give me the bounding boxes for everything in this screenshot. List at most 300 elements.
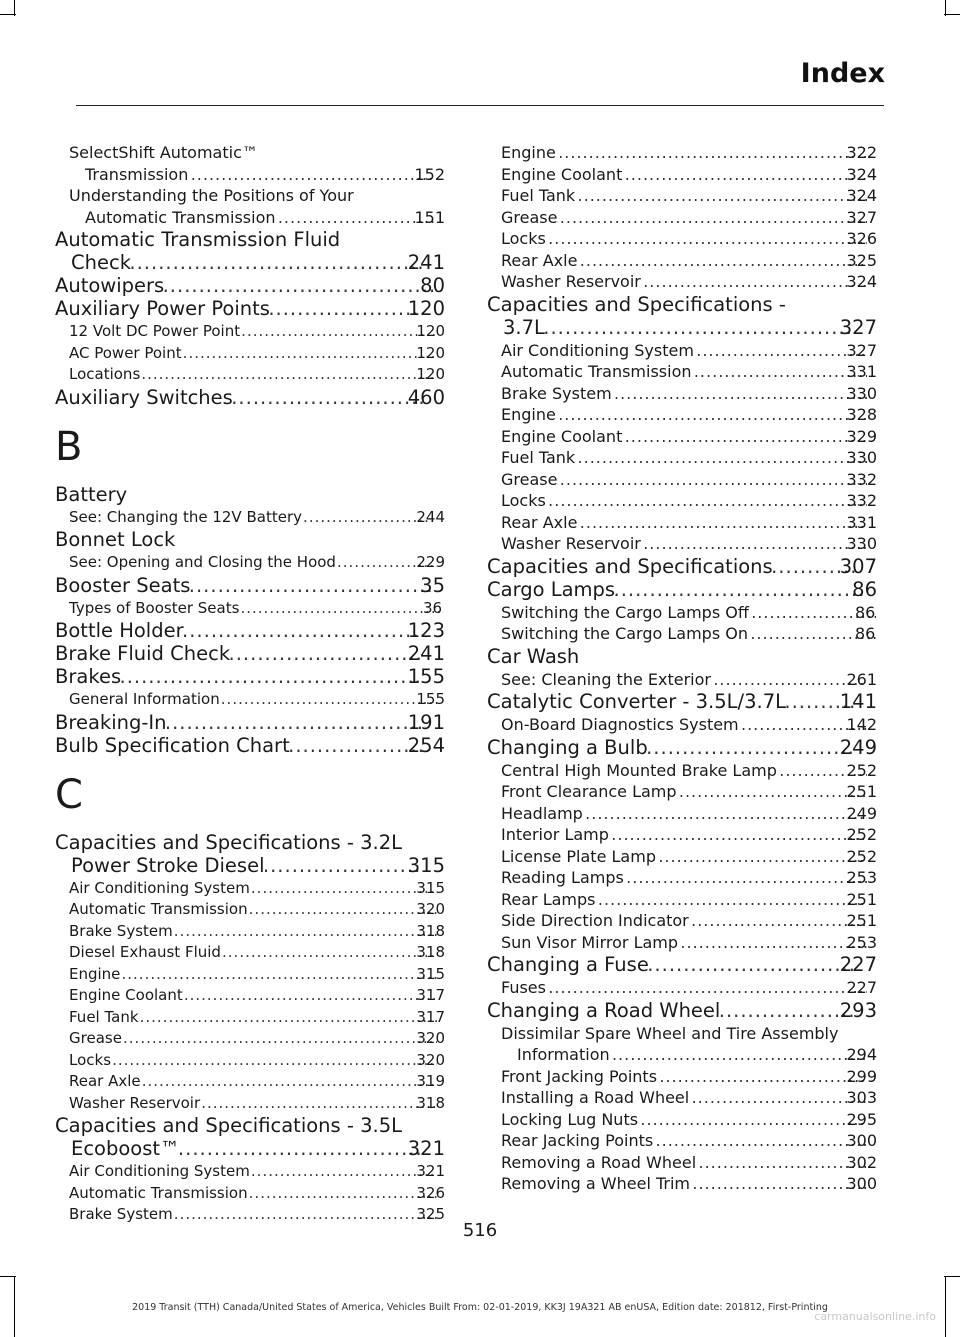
entry-label: Washer Reservoir: [501, 272, 641, 291]
entry-label-line: Dissimilar Spare Wheel and Tire Assembly: [501, 1023, 839, 1043]
entry-page-number: 327: [846, 340, 877, 360]
dot-leader: [173, 921, 438, 943]
dot-leader: [609, 824, 868, 846]
watermark: carmanualsonline.info: [814, 1310, 936, 1323]
entry-page-number: 318: [416, 1093, 445, 1112]
entry-label: Engine: [501, 143, 556, 162]
entry-page-number: 315: [416, 878, 445, 897]
entry-label: Front Clearance Lamp: [501, 782, 677, 801]
entry-label-line: Capacities and Specifications - 3.5L: [55, 1114, 403, 1137]
entry-page-number: 155: [416, 690, 445, 708]
dot-leader: [648, 736, 855, 759]
entry-page-number: 120: [416, 343, 445, 362]
dot-leader: [583, 803, 868, 825]
index-subentry[interactable]: [55, 598, 445, 620]
index-entry[interactable]: [55, 274, 445, 297]
index-subentry[interactable]: [487, 490, 877, 512]
entry-label-line: SelectShift Automatic™: [69, 143, 258, 162]
dot-leader: [270, 297, 423, 320]
index-subentry[interactable]: [55, 942, 445, 964]
dot-leader: [720, 999, 854, 1022]
index-subentry[interactable]: [55, 1183, 445, 1205]
crop-mark-bottom-right-h: [944, 1276, 960, 1277]
entry-page-number: 327: [846, 207, 877, 227]
dot-leader: [240, 321, 437, 343]
entry-page-number: 330: [846, 534, 877, 553]
header-divider: [76, 105, 884, 106]
dot-leader: [545, 316, 855, 339]
entry-label: Information: [517, 1045, 610, 1064]
index-subentry[interactable]: [55, 878, 445, 900]
entry-page-number: 320: [416, 1029, 445, 1047]
entry-page-number: 251: [846, 911, 877, 930]
entry-label: Locations: [69, 365, 141, 383]
entry-page-number: 294: [846, 1045, 877, 1064]
dot-leader: [182, 343, 438, 365]
index-subentry[interactable]: [55, 507, 445, 529]
entry-label: Switching the Cargo Lamps On: [501, 624, 748, 643]
index-subentry[interactable]: [487, 207, 877, 229]
entry-label: See: Changing the 12V Battery: [69, 507, 302, 526]
entry-label: Changing a Fuse: [487, 953, 649, 976]
entry-page-number: 330: [846, 383, 877, 403]
entry-label: Changing a Road Wheel: [487, 998, 721, 1022]
dot-leader: [122, 1028, 437, 1050]
entry-label: Rear Axle: [69, 1072, 141, 1090]
index-subentry[interactable]: [55, 142, 445, 185]
index-subentry[interactable]: [55, 921, 445, 943]
index-entry[interactable]: [55, 665, 445, 688]
entry-label: Side Direction Indicator: [501, 911, 689, 930]
index-subentry[interactable]: [487, 1023, 877, 1066]
entry-label: Automatic Transmission: [501, 362, 692, 381]
index-subentry[interactable]: [487, 846, 877, 868]
dot-leader: [577, 512, 867, 534]
dot-leader: [556, 404, 868, 426]
entry-page-number: 328: [846, 405, 877, 424]
dot-leader: [546, 490, 868, 512]
dot-leader: [575, 185, 867, 207]
index-subentry[interactable]: [55, 964, 445, 986]
entry-page-number: 325: [416, 1205, 445, 1223]
index-entry[interactable]: [487, 578, 877, 601]
dot-leader: [612, 383, 868, 405]
index-subentry[interactable]: [55, 1007, 445, 1029]
index-subentry[interactable]: [55, 1050, 445, 1072]
entry-label: Catalytic Converter - 3.5L/3.7L: [487, 690, 786, 713]
dot-leader: [546, 977, 867, 999]
index-subentry[interactable]: [55, 1071, 445, 1093]
entry-label: Booster Seats: [55, 573, 191, 597]
dot-leader: [248, 899, 438, 921]
index-column-left: [55, 142, 445, 1226]
entry-page-number: 315: [416, 964, 445, 983]
entry-page-number: 320: [416, 1050, 445, 1069]
dot-leader: [220, 689, 438, 711]
dot-leader: [233, 386, 423, 409]
index-subentry[interactable]: [487, 340, 877, 362]
entry-page-number: 123: [407, 619, 445, 642]
dot-leader: [689, 910, 868, 932]
entry-label: Diesel Exhaust Fluid: [69, 943, 221, 961]
entry-page-number: 155: [407, 665, 445, 688]
entry-page-number: 324: [846, 164, 877, 184]
entry-label: Brake System: [501, 383, 612, 403]
entry-page-number: 318: [416, 921, 445, 940]
entry-label: Auxiliary Switches: [55, 385, 233, 409]
index-entry[interactable]: [55, 528, 445, 551]
dot-leader: [221, 942, 437, 964]
entry-label: Grease: [501, 469, 558, 489]
index-subentry[interactable]: [487, 447, 877, 469]
entry-page-number: 321: [407, 1137, 445, 1160]
entry-label: Rear Jacking Points: [501, 1131, 654, 1150]
entry-page-number: 249: [839, 735, 877, 759]
entry-label: Washer Reservoir: [69, 1093, 201, 1112]
index-subentry[interactable]: [487, 228, 877, 250]
dot-leader: [556, 142, 868, 164]
index-subentry[interactable]: [487, 1173, 877, 1195]
entry-page-number: 80: [420, 274, 445, 297]
index-subentry[interactable]: [487, 142, 877, 164]
index-subentry[interactable]: [487, 932, 877, 954]
index-entry[interactable]: [55, 228, 445, 274]
index-subentry[interactable]: [487, 760, 877, 782]
entry-label: Rear Lamps: [501, 889, 596, 909]
dot-leader: [678, 932, 867, 954]
entry-page-number: 331: [846, 362, 877, 381]
index-section-letter: B: [55, 423, 83, 470]
dot-leader: [164, 274, 435, 297]
index-subentry[interactable]: [487, 623, 877, 645]
dot-leader: [265, 854, 423, 877]
entry-page-number: 320: [416, 900, 445, 918]
dot-leader: [250, 1161, 438, 1183]
index-subentry[interactable]: [487, 1130, 877, 1152]
entry-page-number: 249: [846, 803, 877, 823]
entry-label: Brake System: [69, 921, 173, 940]
index-entry[interactable]: [55, 386, 445, 409]
dot-leader: [624, 867, 868, 889]
entry-page-number: 300: [846, 1131, 877, 1150]
index-subentry[interactable]: [487, 824, 877, 846]
entry-label: AC Power Point: [69, 343, 182, 362]
dot-leader: [690, 1173, 867, 1195]
index-entry[interactable]: [55, 483, 445, 506]
entry-label: Removing a Wheel Trim: [501, 1174, 691, 1193]
index-subentry[interactable]: [55, 1161, 445, 1183]
entry-page-number: 303: [846, 1088, 877, 1107]
entry-label: Transmission: [85, 164, 189, 184]
entry-label: Fuel Tank: [501, 186, 576, 205]
entry-page-number: 142: [846, 715, 877, 734]
entry-label: Central High Mounted Brake Lamp: [501, 760, 777, 780]
entry-page-number: 317: [416, 986, 445, 1004]
entry-page-number: 227: [839, 953, 877, 976]
entry-page-number: 254: [407, 733, 445, 757]
index-subentry[interactable]: [55, 343, 445, 365]
index-subentry[interactable]: [487, 383, 877, 405]
index-subentry[interactable]: [55, 1028, 445, 1050]
page-title: Index: [800, 58, 885, 89]
entry-page-number: 252: [846, 760, 877, 780]
entry-label: Bottle Holder: [55, 619, 184, 642]
index-entry[interactable]: [487, 293, 877, 339]
index-subentry[interactable]: [55, 364, 445, 386]
entry-label: Check: [71, 251, 131, 274]
index-subentry[interactable]: [55, 321, 445, 343]
entry-page-number: 325: [846, 250, 877, 270]
dot-leader: [140, 364, 437, 386]
entry-label: Reading Lamps: [501, 868, 624, 887]
entry-page-number: 331: [846, 512, 877, 532]
entry-label: Switching the Cargo Lamps Off: [501, 602, 749, 622]
index-subentry[interactable]: [55, 689, 445, 711]
dot-leader: [131, 251, 423, 274]
index-entry[interactable]: [487, 736, 877, 759]
index-subentry[interactable]: [55, 185, 445, 228]
entry-page-number: 86: [855, 624, 876, 643]
index-entry[interactable]: [55, 734, 445, 757]
entry-page-number: 253: [846, 932, 877, 952]
entry-page-number: 300: [846, 1174, 877, 1193]
dot-leader: [250, 878, 438, 900]
entry-page-number: 151: [414, 207, 445, 227]
entry-page-number: 329: [846, 426, 877, 446]
entry-page-number: 330: [846, 448, 877, 467]
index-entry[interactable]: [55, 619, 445, 642]
index-entry[interactable]: [487, 999, 877, 1022]
index-subentry[interactable]: [487, 1087, 877, 1109]
entry-page-number: 332: [846, 491, 877, 510]
dot-leader: [111, 1050, 437, 1072]
dot-leader: [692, 361, 868, 383]
entry-page-number: 460: [407, 385, 445, 409]
entry-page-number: 152: [414, 164, 445, 184]
dot-leader: [596, 889, 868, 911]
entry-page-number: 229: [416, 553, 445, 571]
index-subentry[interactable]: [487, 1066, 877, 1088]
entry-label: Grease: [69, 1029, 122, 1047]
index-entry[interactable]: [487, 555, 877, 578]
index-subentry[interactable]: [487, 910, 877, 932]
entry-label: Locks: [501, 491, 546, 510]
entry-label: Locks: [501, 229, 546, 248]
entry-label: Air Conditioning System: [69, 1162, 250, 1180]
crop-mark-top-right-h: [944, 14, 960, 15]
entry-label: Engine: [69, 964, 121, 983]
entry-label: Auxiliary Power Points: [55, 297, 270, 320]
index-subentry[interactable]: [55, 552, 445, 574]
entry-page-number: 86: [852, 577, 877, 601]
entry-page-number: 321: [416, 1162, 445, 1180]
dot-leader: [184, 619, 423, 642]
index-subentry[interactable]: [487, 164, 877, 186]
entry-label: Front Jacking Points: [501, 1066, 658, 1086]
dot-leader: [649, 953, 855, 976]
crop-mark-top-left-h: [0, 14, 16, 15]
index-subentry[interactable]: [487, 250, 877, 272]
dot-leader: [711, 669, 867, 691]
entry-label: Rear Axle: [501, 250, 578, 270]
page-number: 516: [462, 1220, 498, 1241]
index-subentry[interactable]: [487, 1152, 877, 1174]
entry-label: Fuses: [501, 978, 546, 997]
dot-leader: [141, 1071, 438, 1093]
entry-page-number: 324: [846, 272, 877, 291]
entry-page-number: 86: [855, 602, 876, 622]
dot-leader: [248, 1183, 438, 1205]
dot-leader: [180, 1137, 423, 1160]
entry-label-line: Car Wash: [487, 644, 580, 668]
entry-page-number: 322: [846, 143, 877, 162]
dot-leader: [694, 340, 868, 362]
entry-page-number: 36: [423, 598, 443, 617]
index-entry[interactable]: [55, 1114, 445, 1160]
index-subentry[interactable]: [487, 669, 877, 691]
entry-label-line: Capacities and Specifications - 3.2L: [55, 830, 403, 854]
index-entry[interactable]: [55, 711, 445, 734]
entry-label: General Information: [69, 690, 220, 708]
index-subentry[interactable]: [487, 533, 877, 555]
dot-leader: [557, 469, 867, 491]
entry-page-number: 141: [839, 690, 877, 713]
dot-leader: [276, 207, 436, 229]
index-subentry[interactable]: [487, 271, 877, 293]
dot-leader: [190, 574, 435, 597]
dot-leader: [139, 1007, 438, 1029]
entry-label-line: Capacities and Specifications -: [487, 292, 786, 316]
index-subentry[interactable]: [55, 1093, 445, 1115]
entry-label: Autowipers: [55, 274, 165, 297]
dot-leader: [239, 598, 444, 620]
entry-label: Brake Fluid Check: [55, 642, 231, 665]
dot-leader: [188, 164, 435, 186]
dot-leader: [610, 1044, 868, 1066]
entry-label: Automatic Transmission: [69, 1183, 248, 1202]
index-subentry[interactable]: [487, 803, 877, 825]
dot-leader: [689, 1087, 867, 1109]
dot-leader: [546, 228, 868, 250]
entry-page-number: 295: [846, 1109, 877, 1129]
index-entry[interactable]: [55, 297, 445, 320]
entry-label: Ecoboost™: [71, 1137, 180, 1160]
index-subentry[interactable]: [55, 985, 445, 1007]
dot-leader: [622, 426, 867, 448]
entry-label: Locking Lug Nuts: [501, 1109, 639, 1129]
index-entry[interactable]: [55, 574, 445, 597]
index-subentry[interactable]: [487, 361, 877, 383]
entry-label: Washer Reservoir: [501, 534, 641, 553]
index-subentry[interactable]: [487, 889, 877, 911]
entry-label: Grease: [501, 207, 558, 227]
entry-page-number: 317: [416, 1007, 445, 1026]
index-entry[interactable]: [487, 953, 877, 976]
entry-page-number: 191: [407, 710, 445, 734]
entry-label: Interior Lamp: [501, 825, 609, 844]
entry-label: Cargo Lamps: [487, 577, 616, 601]
index-subentry[interactable]: [487, 469, 877, 491]
index-entry[interactable]: [55, 831, 445, 877]
dot-leader: [230, 642, 423, 665]
entry-label: License Plate Lamp: [501, 846, 656, 866]
index-entry[interactable]: [487, 690, 877, 713]
entry-label: Power Stroke Diesel: [71, 853, 265, 877]
entry-label: Automatic Transmission: [85, 207, 276, 227]
entry-page-number: 120: [407, 297, 445, 320]
index-subentry[interactable]: [487, 714, 877, 736]
entry-page-number: 244: [416, 507, 445, 526]
entry-page-number: 319: [416, 1072, 445, 1090]
entry-label: Removing a Road Wheel: [501, 1152, 697, 1172]
dot-leader: [622, 164, 867, 186]
entry-label: Brake System: [69, 1205, 173, 1223]
index-subentry[interactable]: [487, 512, 877, 534]
index-entry[interactable]: [487, 645, 877, 668]
entry-label-line: Understanding the Positions of Your: [69, 186, 354, 205]
dot-leader: [677, 781, 868, 803]
dot-leader: [615, 578, 867, 601]
entry-label: Types of Booster Seats: [69, 598, 240, 617]
index-subentry[interactable]: [487, 426, 877, 448]
dot-leader: [653, 1130, 867, 1152]
index-subentry[interactable]: [487, 404, 877, 426]
index-entry[interactable]: [55, 642, 445, 665]
index-column-right: [487, 142, 877, 1195]
entry-page-number: 120: [416, 322, 445, 340]
entry-label: Engine: [501, 405, 556, 424]
entry-label: Changing a Bulb: [487, 735, 648, 759]
entry-page-number: 307: [839, 554, 877, 578]
index-subentry[interactable]: [55, 899, 445, 921]
entry-page-number: 227: [846, 978, 877, 997]
entry-label: 12 Volt DC Power Point: [69, 322, 241, 340]
dot-leader: [121, 665, 423, 688]
entry-page-number: 332: [846, 469, 877, 489]
index-subentry[interactable]: [487, 1109, 877, 1131]
entry-label: See: Cleaning the Exterior: [501, 669, 711, 689]
dot-leader: [290, 734, 423, 757]
index-subentry[interactable]: [487, 602, 877, 624]
page-footer: 2019 Transit (TTH) Canada/United States of America, Vehicles Built From: 02-01-2019, KK3J 19A321 AB enUSA, Edition date: 201812, First-Printing: [132, 1302, 828, 1313]
entry-page-number: 293: [839, 998, 877, 1022]
dot-leader: [577, 250, 867, 272]
entry-page-number: 315: [407, 853, 445, 877]
index-subentry[interactable]: [487, 867, 877, 889]
dot-leader: [575, 447, 867, 469]
dot-leader: [200, 1093, 437, 1115]
index-subentry[interactable]: [487, 977, 877, 999]
index-section-letter: C: [55, 771, 83, 818]
dot-leader: [641, 271, 868, 293]
entry-label-line: Bonnet Lock: [55, 528, 176, 551]
index-subentry[interactable]: [487, 781, 877, 803]
entry-page-number: 261: [846, 669, 877, 689]
entry-label: Rear Axle: [501, 512, 578, 532]
entry-page-number: 120: [416, 365, 445, 383]
index-subentry[interactable]: [487, 185, 877, 207]
entry-page-number: 326: [416, 1183, 445, 1202]
entry-label: Engine Coolant: [501, 164, 623, 184]
entry-page-number: 35: [420, 573, 445, 597]
entry-label-line: Battery: [55, 482, 128, 506]
entry-page-number: 318: [416, 943, 445, 961]
entry-label: Sun Visor Mirror Lamp: [501, 932, 679, 952]
dot-leader: [557, 207, 867, 229]
entry-label: Fuel Tank: [501, 448, 576, 467]
entry-page-number: 241: [407, 642, 445, 665]
entry-label: Brakes: [55, 665, 122, 688]
